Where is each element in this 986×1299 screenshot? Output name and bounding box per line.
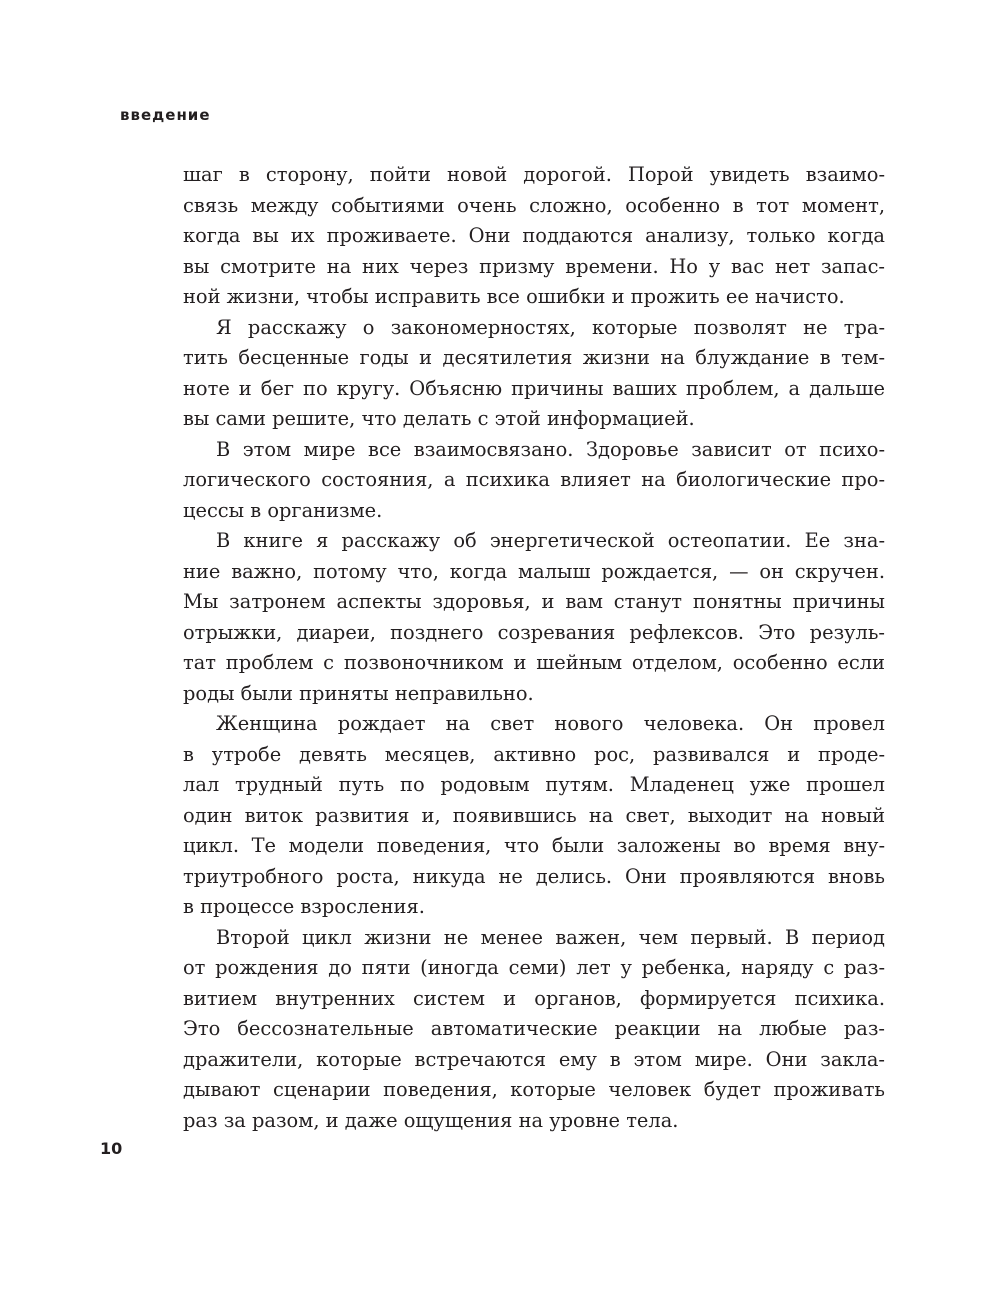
- text-line: связь между событиями очень сложно, особенно в тот момент,: [183, 193, 885, 217]
- text-line: лал трудный путь по родовым путям. Младенец уже прошел: [183, 773, 885, 796]
- text-line: когда вы их проживаете. Они поддаются анализу, только когда: [183, 224, 885, 247]
- text-line: шаг в сторону, пойти новой дорогой. Порой увидеть взаимо-: [183, 163, 885, 186]
- text-line: Я расскажу о закономерностях, которые позволят не тра-: [216, 315, 885, 339]
- running-header: введение: [120, 106, 211, 124]
- text-line: ние важно, потому что, когда малыш рождается, — он скручен.: [183, 559, 885, 583]
- text-line: Это бессознательные автоматические реакции на любые раз-: [183, 1017, 885, 1040]
- paragraph: [183, 435, 885, 527]
- text-line: ноте и бег по кругу. Объясню причины ваших проблем, а дальше: [183, 376, 885, 400]
- text-line: Мы затронем аспекты здоровья, и вам станут понятны причины: [183, 590, 885, 613]
- paragraph: [183, 923, 885, 1137]
- paragraph: [183, 313, 885, 435]
- text-line: роды были приняты неправильно.: [183, 681, 534, 705]
- text-line: раз за разом, и даже ощущения на уровне тела.: [183, 1108, 679, 1132]
- paragraph: [183, 709, 885, 923]
- text-line: от рождения до пяти (иногда семи) лет у ребенка, наряду с раз-: [183, 956, 885, 979]
- text-line: вы сами решите, что делать с этой информацией.: [183, 407, 695, 430]
- text-line: тить бесценные годы и десятилетия жизни на блуждание в тем-: [183, 346, 885, 369]
- text-line: вы смотрите на них через призму времени. Но у вас нет запас-: [183, 254, 885, 278]
- text-line: в процессе взросления.: [183, 895, 425, 918]
- text-line: В книге я расскажу об энергетической остеопатии. Ее зна-: [216, 529, 885, 552]
- text-line: один виток развития и, появившись на свет, выходит на новый: [183, 803, 885, 827]
- body-text: [183, 160, 885, 1136]
- page-number: 10: [100, 1139, 123, 1158]
- text-line: тат проблем с позвоночником и шейным отделом, особенно если: [183, 651, 885, 674]
- paragraph: [183, 526, 885, 709]
- text-line: цессы в организме.: [183, 498, 383, 522]
- text-line: дывают сценарии поведения, которые человек будет проживать: [183, 1078, 885, 1101]
- text-line: отрыжки, диареи, позднего созревания рефлексов. Это резуль-: [183, 620, 885, 644]
- text-line: ной жизни, чтобы исправить все ошибки и прожить ее начисто.: [183, 285, 845, 308]
- text-line: дражители, которые встречаются ему в этом мире. Они заклa-: [183, 1047, 885, 1071]
- text-line: В этом мире все взаимосвязано. Здоровье зависит от психо-: [216, 437, 885, 461]
- text-line: Второй цикл жизни не менее важен, чем первый. В период: [216, 925, 885, 949]
- text-line: витием внутренних систем и органов, формируется психика.: [183, 986, 885, 1010]
- text-line: цикл. Те модели поведения, что были заложены во время вну-: [183, 834, 885, 857]
- paragraph: [183, 160, 885, 313]
- text-line: Женщина рождает на свет нового человека. Он провел: [216, 712, 885, 735]
- text-line: логического состояния, а психика влияет на биологические про-: [183, 468, 885, 491]
- text-line: в утробе девять месяцев, активно рос, развивался и проде-: [183, 742, 885, 766]
- text-line: триутробного роста, никуда не делись. Они проявляются вновь: [183, 864, 885, 888]
